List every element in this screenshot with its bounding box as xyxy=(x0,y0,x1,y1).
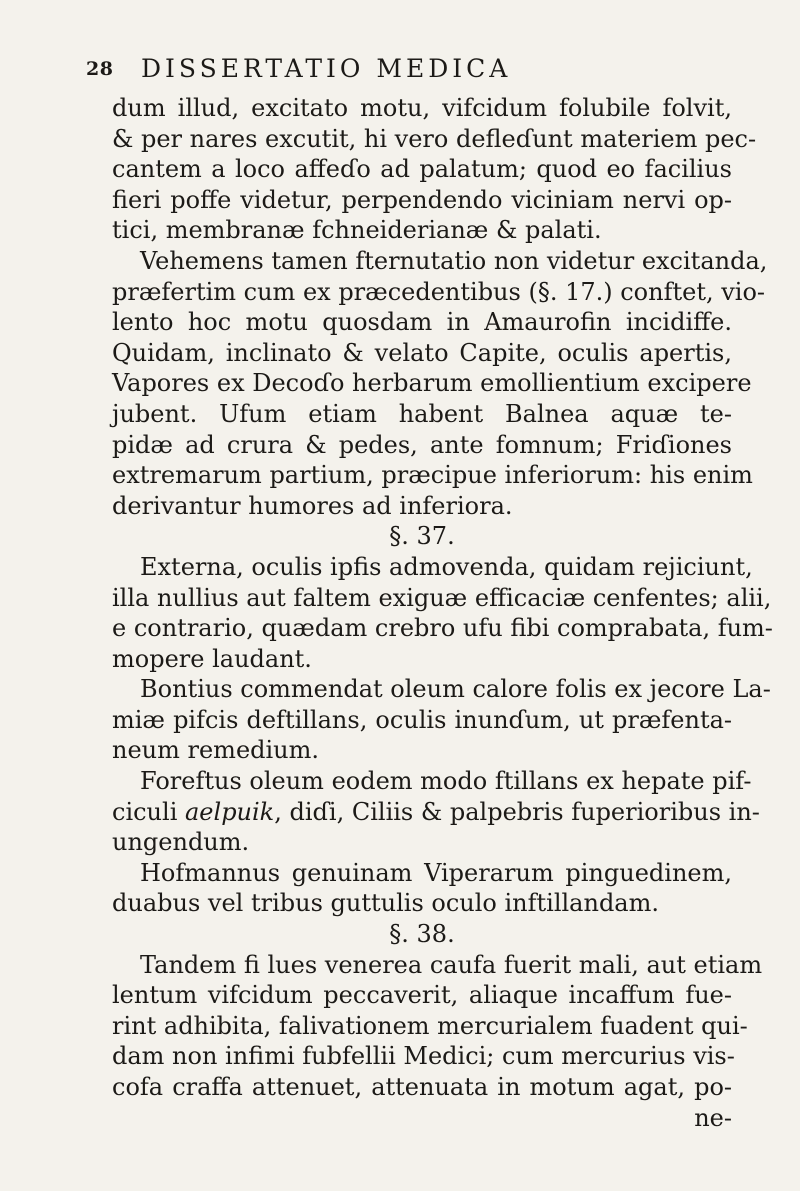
section-number: §. 38. xyxy=(389,920,455,949)
text-line: Tandem fi lues venerea caufa fuerit mali, aut etiam xyxy=(140,950,763,979)
text-line: Bontius commendat oleum calore folis ex jecore La- xyxy=(140,675,771,704)
text-line: lento hoc motu quosdam in Amaurofin incidiffe. xyxy=(112,308,732,337)
running-title: DISSERTATIO MEDICA xyxy=(141,54,512,83)
text-line: præfertim cum ex præcedentibus (§. 17.) conftet, vio- xyxy=(112,277,766,306)
text-line: miæ pifcis deftillans, oculis inunɗum, ut præfenta- xyxy=(112,705,732,734)
section-number: §. 37. xyxy=(389,522,455,551)
text-line: lentum vifcidum peccaverit, aliaque incaffum fue- xyxy=(112,981,732,1010)
text-line: Hofmannus genuinam Viperarum pinguedinem, xyxy=(140,858,732,887)
text-line: pidæ ad crura & pedes, ante fomnum; Friɗiones xyxy=(112,430,732,459)
page-number: 28 xyxy=(86,58,114,80)
text-line xyxy=(112,797,760,828)
text-line: dam non infimi fubfellii Medici; cum mercurius vis- xyxy=(112,1042,735,1071)
text-segment: , diɗi, Ciliis & palpebris fuperioribus in- xyxy=(274,797,760,826)
text-line: neum remedium. xyxy=(112,736,320,765)
text-line: illa nullius aut faltem exiguæ efficaciæ cenfentes; alii, xyxy=(112,583,772,612)
text-line: e contrario, quædam crebro ufu fibi comprabata, fum- xyxy=(112,614,773,643)
text-line: jubent. Ufum etiam habent Balnea aquæ te- xyxy=(112,399,732,428)
text-line: Foreftus oleum eodem modo ftillans ex hepate pif- xyxy=(140,767,752,796)
text-line: rint adhibita, falivationem mercurialem fuadent qui- xyxy=(112,1011,748,1040)
text-segment: ciculi xyxy=(112,797,185,826)
italic-term: aelpuik xyxy=(185,797,275,826)
body-text xyxy=(112,93,773,1133)
text-line: cantem a loco affeɗo ad palatum; quod eo facilius xyxy=(112,155,732,184)
page-header xyxy=(86,52,746,92)
text-line: duabus vel tribus guttulis oculo inftillandam. xyxy=(112,889,659,918)
text-line: Externa, oculis ipfis admovenda, quidam rejiciunt, xyxy=(140,552,753,581)
text-line: mopere laudant. xyxy=(112,644,312,673)
text-line: Quidam, inclinato & velato Capite, oculis apertis, xyxy=(112,338,732,367)
text-line: extremarum partium, præcipue inferiorum: his enim xyxy=(112,461,753,490)
text-line: cofa craffa attenuet, attenuata in motum agat, po- xyxy=(112,1073,732,1101)
text-line: Vehemens tamen fternutatio non videtur excitanda, xyxy=(140,246,768,275)
text-line: & per nares excutit, hi vero defleɗunt materiem pec- xyxy=(112,124,757,153)
text-line: tici, membranæ fchneiderianæ & palati. xyxy=(112,216,602,245)
catchword: ne- xyxy=(694,1103,732,1132)
text-line: dum illud, excitato motu, vifcidum folubile folvit, xyxy=(112,94,732,122)
text-line: derivantur humores ad inferiora. xyxy=(112,491,513,520)
text-line: fieri poffe videtur, perpendendo viciniam nervi op- xyxy=(112,185,732,214)
text-line: Vapores ex Decoɗo herbarum emollientium excipere xyxy=(112,369,752,398)
text-line: ungendum. xyxy=(112,828,250,857)
